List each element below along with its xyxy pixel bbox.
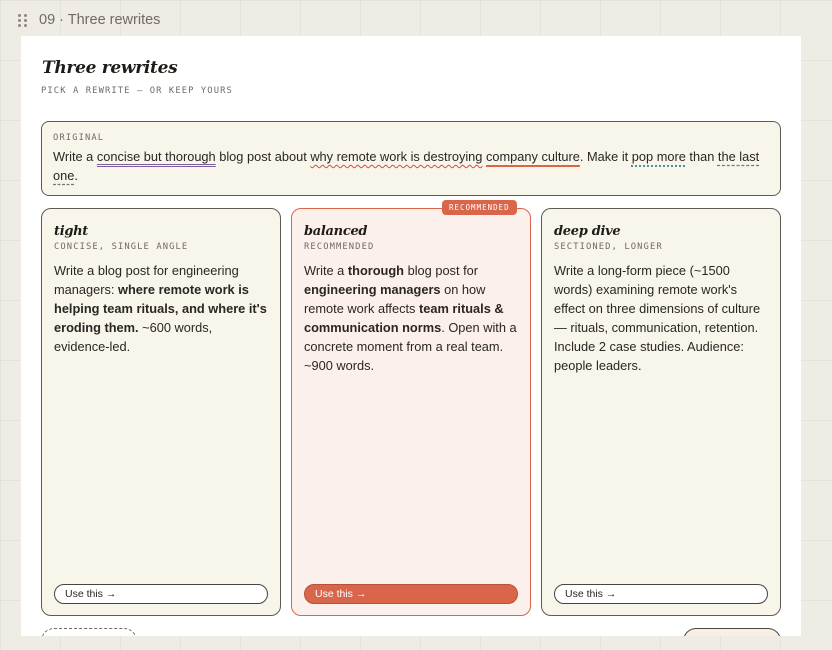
rewrite-card-balanced[interactable] [291, 203, 531, 616]
flag-unclear-instruction[interactable]: pop more [631, 149, 686, 164]
card-title: deep dive [554, 224, 621, 239]
flag-loaded-framing[interactable]: why remote work is destroying [310, 149, 483, 164]
original-label: ORIGINAL [53, 133, 105, 143]
frame-header [18, 10, 160, 30]
flag-missing-context[interactable]: the last one [53, 149, 760, 183]
use-this-button[interactable]: Use this → [304, 584, 518, 604]
card-title: balanced [304, 224, 368, 239]
card-body: Write a blog post for engineering managers: where remote work is helping team rituals, and where it's eroding them. ~600 words, evidence-led. [54, 263, 267, 354]
panel-heading: Three rewrites [42, 58, 178, 78]
rewrite-card-deep-dive[interactable] [541, 208, 781, 616]
frame-title: 09 · Three rewrites [39, 12, 161, 28]
use-this-button[interactable]: Use this → [554, 584, 768, 604]
card-subtitle: RECOMMENDED [304, 242, 375, 252]
card-subtitle: SECTIONED, LONGER [554, 242, 663, 252]
card-body: Write a long-form piece (~1500 words) examining remote work's effect on three dimensions of culture — rituals, communication, retention. Include 2 case studies. Audience: people leaders. [554, 263, 761, 373]
rewrite-panel [21, 36, 801, 636]
keep-original-button[interactable] [41, 628, 137, 636]
use-this-button[interactable]: Use this → [54, 584, 268, 604]
flag-vague-phrase[interactable]: concise but thorough [96, 149, 216, 164]
card-subtitle: CONCISE, SINGLE ANGLE [54, 242, 189, 252]
flag-broad-topic[interactable]: company culture [485, 149, 580, 164]
rewrite-card-tight[interactable] [41, 208, 281, 616]
original-prompt-text: Write a concise but thorough blog post about why remote work is destroying company culture. Make it pop more than the last one. [53, 149, 760, 183]
card-title: tight [54, 224, 88, 239]
drag-handle-icon[interactable] [18, 14, 27, 27]
recommended-badge: RECOMMENDED [442, 200, 517, 215]
original-prompt-box [41, 121, 781, 196]
card-body: Write a thorough blog post for engineering managers on how remote work affects team rituals & communication norms. Open with a concrete moment from a real team. ~900 words. [304, 263, 517, 373]
apply-button[interactable] [683, 628, 781, 636]
panel-subheading: PICK A REWRITE — OR KEEP YOURS [41, 86, 233, 96]
